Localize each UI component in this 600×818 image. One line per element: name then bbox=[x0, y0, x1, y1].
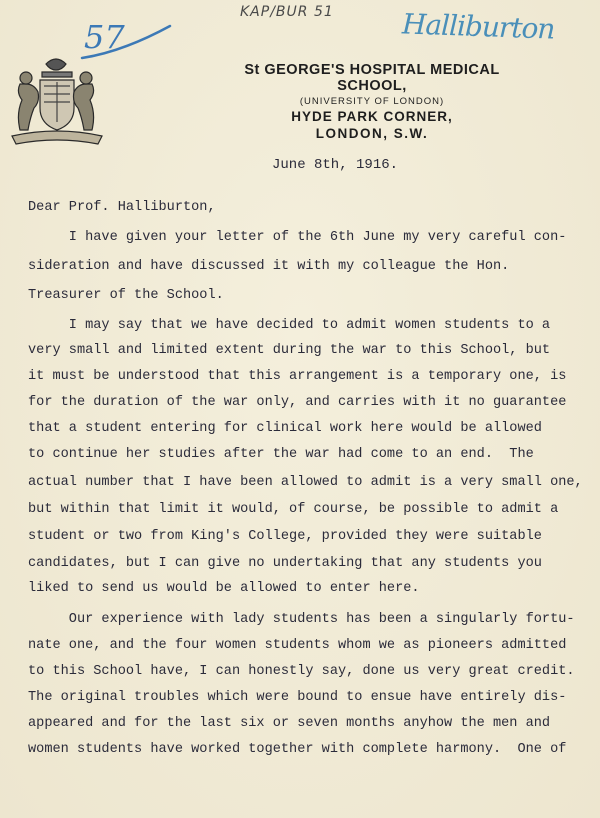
body-line: The original troubles which were bound to ensue have entirely dis- bbox=[28, 690, 567, 705]
body-line: to continue her studies after the war had come to an end. The bbox=[28, 447, 534, 462]
coat-of-arms-icon bbox=[6, 50, 108, 150]
body-line: women students have worked together with complete harmony. One of bbox=[28, 742, 567, 757]
body-line: Our experience with lady students has been a singularly fortu- bbox=[28, 612, 575, 627]
handwritten-name: Halliburton bbox=[401, 7, 555, 46]
body-line: appeared and for the last six or seven months anyhow the men and bbox=[28, 716, 551, 731]
address-line-2: LONDON, S.W. bbox=[315, 126, 429, 141]
body-line: very small and limited extent during the war to this School, but bbox=[28, 343, 551, 358]
body-line: that a student entering for clinical work here would be allowed bbox=[28, 421, 542, 436]
body-line: actual number that I have been allowed to admit is a very small one, bbox=[28, 475, 583, 490]
university-affiliation: (UNIVERSITY OF LONDON) bbox=[299, 96, 445, 107]
body-line: I have given your letter of the 6th June my very careful con- bbox=[28, 230, 567, 245]
address-line-1: HYDE PARK CORNER, bbox=[291, 109, 453, 124]
page-number: 57 bbox=[84, 18, 125, 56]
archive-reference: KAP/BUR 51 bbox=[240, 4, 334, 20]
body-line: Treasurer of the School. bbox=[28, 288, 224, 303]
body-line: for the duration of the war only, and carries with it no guarantee bbox=[28, 395, 567, 410]
body-line: candidates, but I can give no undertaking that any students you bbox=[28, 556, 542, 571]
letter-date: June 8th, 1916. bbox=[272, 157, 399, 173]
body-line: sideration and have discussed it with my colleague the Hon. bbox=[28, 259, 510, 274]
letterhead bbox=[222, 62, 522, 141]
body-line: student or two from King's College, provided they were suitable bbox=[28, 529, 542, 544]
body-line: nate one, and the four women students whom we as pioneers admitted bbox=[28, 638, 567, 653]
body-line: liked to send us would be allowed to enter here. bbox=[28, 581, 420, 596]
body-line: to this School have, I can honestly say, done us very great credit. bbox=[28, 664, 575, 679]
school-name: St GEORGE'S HOSPITAL MEDICAL SCHOOL, bbox=[244, 62, 500, 94]
body-line: it must be understood that this arrangement is a temporary one, is bbox=[28, 369, 567, 384]
body-line: Dear Prof. Halliburton, bbox=[28, 200, 216, 215]
body-line: I may say that we have decided to admit women students to a bbox=[28, 318, 551, 333]
body-line: but within that limit it would, of course, be possible to admit a bbox=[28, 502, 559, 517]
